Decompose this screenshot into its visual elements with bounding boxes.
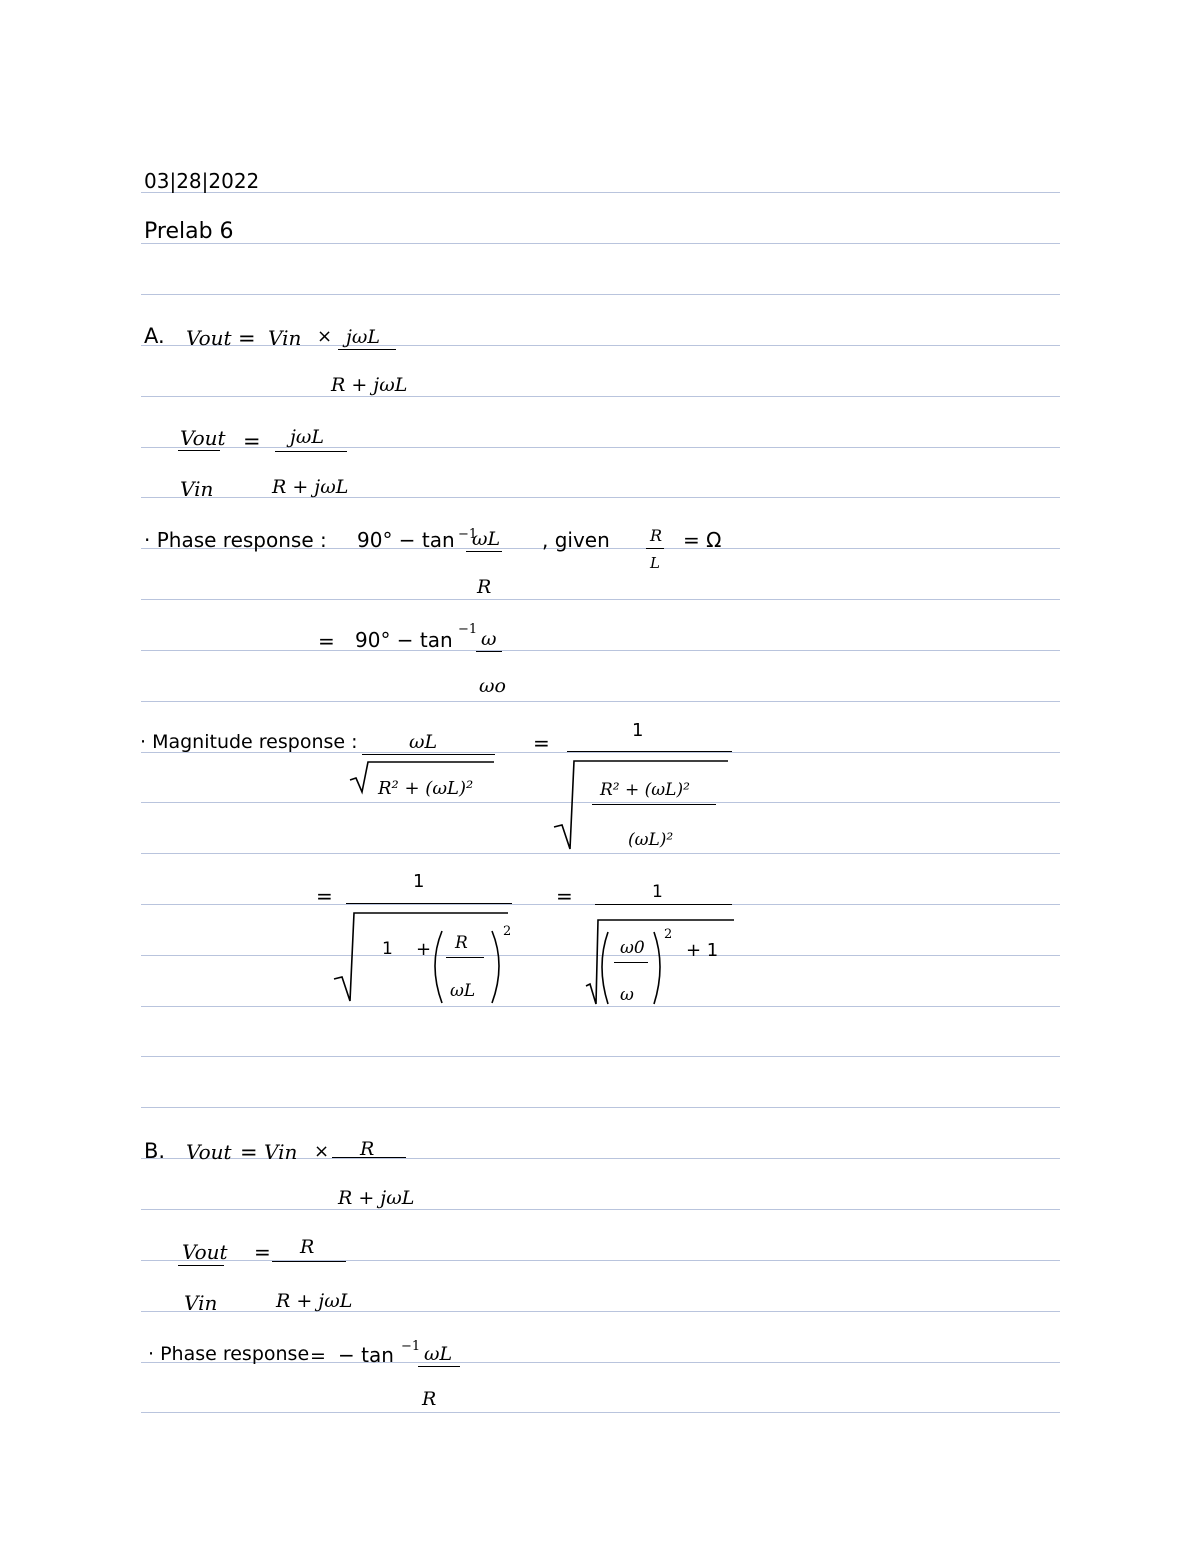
- ratio-denominator: R + jωL: [272, 476, 349, 498]
- phase-denominator-2: ωo: [479, 675, 506, 697]
- given-text: , given: [542, 528, 610, 552]
- given-numerator: R: [650, 526, 663, 545]
- part-b-vin: Vin: [264, 1140, 298, 1164]
- fraction-bar: [476, 651, 502, 652]
- magnitude-exponent-3: 2: [503, 924, 512, 939]
- phase-expression: 90° − tan: [357, 528, 455, 552]
- fraction-bar: [446, 957, 484, 958]
- inverse-exponent: −1: [458, 622, 478, 637]
- given-denominator: L: [650, 554, 660, 572]
- part-a-label: A.: [144, 324, 165, 348]
- part-b-phase-label: · Phase response: [148, 1343, 310, 1365]
- fraction-bar: [362, 754, 495, 755]
- phase-numerator: ωL: [472, 528, 501, 550]
- part-b-numerator: R: [360, 1138, 375, 1160]
- fraction-bar: [275, 451, 347, 452]
- part-a-times: ×: [317, 326, 333, 347]
- magnitude-frac3-numerator: R: [455, 933, 468, 953]
- ratio-numerator: jωL: [290, 426, 325, 448]
- part-a-vin: Vin: [268, 326, 302, 350]
- phase-denominator: R: [477, 576, 492, 598]
- part-b-ratio-vin: Vin: [184, 1291, 218, 1315]
- part-b-phase-equals: =: [310, 1345, 326, 1367]
- inverse-exponent: −1: [458, 527, 478, 542]
- part-b-ratio-equals: =: [254, 1240, 271, 1264]
- ruled-line: [141, 294, 1060, 295]
- part-b-ratio-numerator: R: [300, 1236, 315, 1258]
- fraction-bar: [346, 903, 512, 904]
- magnitude-one: 1: [382, 939, 393, 959]
- ruled-line: [141, 243, 1060, 244]
- fraction-bar: [466, 551, 502, 552]
- magnitude-numerator-4: 1: [652, 882, 663, 902]
- ruled-line: [141, 1412, 1060, 1413]
- fraction-bar: [332, 1157, 406, 1158]
- magnitude-tail-4: + 1: [686, 940, 719, 961]
- fraction-bar: [272, 1261, 346, 1262]
- part-a-equals: =: [238, 326, 256, 350]
- ruled-line: [141, 1056, 1060, 1057]
- ruled-line: [141, 599, 1060, 600]
- part-b-phase-numerator: ωL: [424, 1343, 453, 1365]
- fraction-bar: [338, 349, 396, 350]
- ruled-line: [141, 853, 1060, 854]
- magnitude-numerator-2: 1: [632, 720, 644, 741]
- fraction-bar: [567, 751, 732, 752]
- ruled-line: [141, 1209, 1060, 1210]
- part-a-vout: Vout: [186, 326, 232, 350]
- magnitude-exponent-4: 2: [664, 927, 673, 942]
- magnitude-numerator-1: ωL: [409, 731, 438, 753]
- phase-equals: =: [318, 629, 335, 653]
- part-b-ratio-vout: Vout: [182, 1240, 228, 1264]
- part-b-vout: Vout: [186, 1140, 232, 1164]
- part-a-numerator: jωL: [346, 326, 381, 348]
- magnitude-plus: +: [416, 939, 432, 960]
- magnitude-frac3-denominator: ωL: [450, 981, 476, 1001]
- part-b-denominator: R + jωL: [338, 1187, 415, 1209]
- magnitude-inner-denominator: (ωL)²: [628, 830, 674, 850]
- ruled-line: [141, 396, 1060, 397]
- magnitude-equals-3: =: [316, 884, 333, 908]
- phase-response-label: · Phase response :: [144, 528, 327, 552]
- given-value: = Ω: [683, 528, 722, 552]
- fraction-bar: [178, 1265, 224, 1266]
- magnitude-equals-1: =: [533, 731, 550, 755]
- ruled-line: [141, 650, 1060, 651]
- magnitude-denominator-1: R² + (ωL)²: [378, 778, 474, 799]
- magnitude-inner-numerator: R² + (ωL)²: [600, 780, 690, 800]
- fraction-bar: [614, 962, 648, 963]
- ratio-vin: Vin: [180, 477, 214, 501]
- fraction-bar: [646, 548, 664, 549]
- magnitude-numerator-3: 1: [413, 871, 425, 892]
- part-b-label: B.: [144, 1139, 166, 1163]
- magnitude-frac4-numerator: ω0: [620, 938, 645, 958]
- part-b-phase-denominator: R: [422, 1388, 437, 1410]
- part-b-times: ×: [314, 1141, 330, 1162]
- fraction-bar: [595, 904, 732, 905]
- ruled-line: [141, 1107, 1060, 1108]
- ratio-vout: Vout: [180, 426, 226, 450]
- ruled-line: [141, 701, 1060, 702]
- ruled-line: [141, 447, 1060, 448]
- part-b-ratio-denominator: R + jωL: [276, 1290, 353, 1312]
- inverse-exponent: −1: [401, 1339, 421, 1354]
- magnitude-response-label: · Magnitude response :: [140, 731, 358, 753]
- phase-numerator-2: ω: [481, 628, 497, 650]
- part-b-phase-expression: − tan: [338, 1343, 394, 1367]
- part-a-denominator: R + jωL: [331, 374, 408, 396]
- ruled-line: [141, 192, 1060, 193]
- fraction-bar: [178, 450, 220, 451]
- magnitude-frac4-denominator: ω: [620, 985, 634, 1005]
- fraction-bar: [592, 804, 716, 805]
- fraction-bar: [418, 1366, 460, 1367]
- phase-expression-2: 90° − tan: [355, 628, 453, 652]
- note-date: 03|28|2022: [144, 169, 260, 193]
- part-b-equals: =: [240, 1140, 258, 1164]
- note-title: Prelab 6: [144, 219, 234, 244]
- ratio-equals: =: [243, 429, 261, 453]
- magnitude-equals-4: =: [556, 884, 573, 908]
